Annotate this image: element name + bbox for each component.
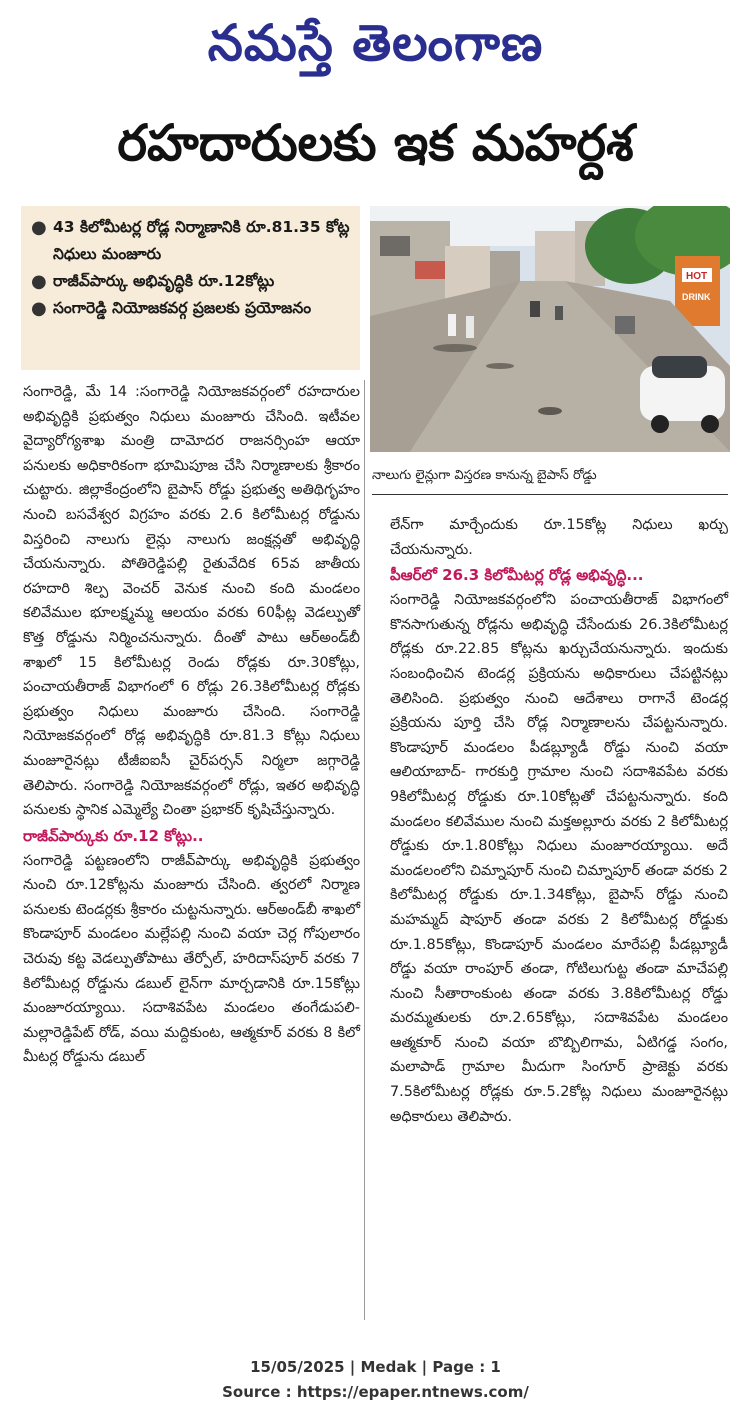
footer-source-link[interactable]: Source : https://epaper.ntnews.com/	[222, 1383, 529, 1401]
highlight-text: 43 కిలోమీటర్ల రోడ్ల నిర్మాణానికి రూ.81.35 కోట్ల నిధులు మంజూరు	[53, 218, 350, 263]
highlight-item	[31, 268, 354, 295]
photo-caption: నాలుగు లైన్లుగా విస్తరణ కానున్న బైపాస్ రోడ్డు	[372, 458, 728, 495]
bullet-icon: ●	[31, 217, 47, 238]
road-photo-illustration	[370, 206, 730, 452]
article-subheading: రాజీవ్‌పార్కుకు రూ.12 కోట్లు..	[23, 826, 204, 845]
sign-text-drink: DRINK	[682, 292, 711, 302]
article-paragraph: లేన్‌గా మార్చేందుకు రూ.15కోట్ల నిధులు ఖర్చు చేయనున్నారు.	[390, 517, 728, 558]
column-divider	[364, 380, 365, 1320]
article-left-column	[23, 380, 360, 1070]
newspaper-masthead: నమస్తే తెలంగాణ	[207, 13, 544, 72]
footer-date-edition: 15/05/2025 | Medak | Page : 1	[250, 1358, 501, 1376]
sign-text-hot: HOT	[686, 271, 708, 282]
bullet-icon: ●	[31, 298, 47, 319]
article-right-column	[390, 513, 728, 1129]
article-subheading: పీఆర్‌లో 26.3 కిలోమీటర్ల రోడ్ల అభివృద్ధి...	[390, 566, 644, 585]
article-paragraph: సంగారెడ్డి, మే 14 :సంగారెడ్డి నియోజకవర్గంలో రహదారుల అభివృద్ధికి ప్రభుత్వం నిధులు మంజూరు చేసింది. ఇటీవల వైద్యారోగ్యశాఖ మంత్రి దామోదర రాజనర్సింహ ఆయా పనులకు అధికారికంగా భూమిపూజ చేసి నిర్మాణాలకు శ్రీకారం చుట్టారు. జిల్లాకేంద్రంలోని బైపాస్ రోడ్డు ప్రభుత్వ అతిథిగృహం నుంచి బసవేశ్వర విగ్రహం వరకు 2.6 కిలోమీటర్ల రోడ్డును విస్తరించి నాలుగు లైన్లు నాలుగు జంక్షన్లతో అభివృద్ధి చేయనున్నారు. పోతిరెడ్డిపల్లి రైతువేదిక 65వ జాతీయ రహదారి శిల్ప వెంచర్ వెనుక నుంచి కంది మండలం కలివేముల భూలక్ష్మమ్మ ఆలయం వరకు 60ఫీట్ల వెడల్పుతో కొత్త రోడ్డును నిర్మించనున్నారు. దీంతో పాటు ఆర్‌అండ్‌బీ శాఖలో 15 కిలోమీటర్ల రెండు రోడ్లకు రూ.30కోట్లు, పంచాయతీరాజ్ విభాగంలో 6 రోడ్లు 26.3కిలోమీటర్ల రోడ్లకు ప్రభుత్వం నిధులు మంజూరు చేసింది. సంగారెడ్డి నియోజకవర్గంలో రోడ్ల అభివృద్ధికి రూ.81.3 కోట్లు నిధులు మంజూరైనట్లు టీజీఐఐసీ చైర్‌పర్సన్ నిర్మలా జగ్గారెడ్డి తెలిపారు. సంగారెడ్డి నియోజకవర్గంలో రోడ్లు, ఇతర అభివృద్ధి పనులకు స్థానిక ఎమ్మెల్యే చింతా ప్రభాకర్ కృషిచేస్తున్నారు.	[23, 384, 360, 819]
article-paragraph: సంగారెడ్డి పట్టణంలోని రాజీవ్‌పార్కు అభివృద్ధికి ప్రభుత్వం నుంచి రూ.12కోట్లను మంజూరు చేసింది. త్వరలో నిర్మాణ పనులకు టెండర్లకు శ్రీకారం చుట్టనున్నారు. ఆర్‌అండ్‌బీ శాఖలో కొండాపూర్ మండలం మల్లేపల్లి నుంచి వయా చెర్ల గోపులారం చెరువు కట్ట వెడల్పుతోపాటు తేర్పోల్, హరిదాస్‌పూర్ వరకు 7 కిలోమీటర్ల రోడ్డును డబుల్ లైన్‌గా మార్చడానికి రూ.15కోట్లు మంజూరయ్యాయి. సదాశివపేట మండలం తంగేడుపలి-మల్లారెడ్డిపేట్ రోడ్, వయి మద్దికుంట, ఆత్మకూర్ వరకు 8 కిలో మీటర్ల రోడ్డును డబుల్	[23, 852, 360, 1066]
highlight-text: సంగారెడ్డి నియోజకవర్గ ప్రజలకు ప్రయోజనం	[53, 299, 312, 317]
highlight-item	[31, 214, 354, 268]
article-headline: రహదారులకు ఇక మహర్దశ	[117, 114, 634, 172]
highlights-box	[21, 206, 360, 370]
highlight-text: రాజీవ్‌పార్కు అభివృద్ధికి రూ.12కోట్లు	[53, 272, 275, 290]
bullet-icon: ●	[31, 271, 47, 292]
road-photo	[370, 206, 730, 452]
highlight-item	[31, 295, 354, 322]
article-paragraph: సంగారెడ్డి నియోజకవర్గంలోని పంచాయతీరాజ్ విభాగంలో కొనసాగుతున్న రోడ్లను అభివృద్ధి చేసేందుకు 26.3కిలోమీటర్ల రోడ్లకు రూ.22.85 కోట్లను ఖర్చుచేయనున్నారు. ఇందుకు సంబంధించిన టెండర్ల ప్రక్రియను అధికారులు చేపట్టినట్లు తెలిసింది. ప్రభుత్వం నుంచి ఆదేశాలు రాగానే టెండర్ల ప్రక్రియను పూర్తి చేసి రోడ్ల నిర్మాణాలను చేపట్టనున్నారు. కొండాపూర్ మండలం పీడబ్ల్యూడీ రోడ్డు నుంచి వయా ఆలియాబాద్- గారకుర్తి గ్రామాల నుంచి సదాశివపేట వరకు 9కిలోమీటర్ల రోడ్డుకు రూ.10కోట్లతో చేపట్టనున్నారు. కంది మండలం కలివేముల నుంచి మక్తఅల్లూరు వరకు 2 కిలోమీటర్ల రోడ్డుకు రూ.1.80కోట్లు నిధులు మంజూరయ్యాయి. అదే మండలంలోని చిమ్నాపూర్ నుంచి చిమ్నాపూర్ తండా వరకు 2 కిలోమీటర్ల రోడ్డుకు రూ.1.34కోట్లు, బైపాస్ రోడ్డు నుంచి మహమ్మద్ షాపూర్ తండా వరకు 2 కిలోమీటర్ల రోడ్డుకు రూ.1.85కోట్లు, కొండాపూర్ మండలం మారేపల్లి పీడబ్ల్యూడీ రోడ్డు వయా రాంపూర్ తండా, గోటిలుగుట్ట తండా మాచేపల్లి నుంచి సీతారాంకుంట తండా వరకు 3.8కిలోమీటర్ల రోడ్డు మరమ్మతులకు రూ.2.65కోట్లు, సదాశివపేట మండలం ఆత్మకూర్ నుంచి వయా బొబ్బిలిగామ, ఏటిగడ్డ సంగం, మలాపాడ్ గ్రామాల మీదుగా సింగూర్ ప్రాజెక్టు వరకు 7.5కిలోమీటర్ల రోడ్లకు రూ.5.2కోట్ల నిధులు మంజూరైనట్లు అధికారులు తెలిపారు.	[390, 592, 728, 1125]
